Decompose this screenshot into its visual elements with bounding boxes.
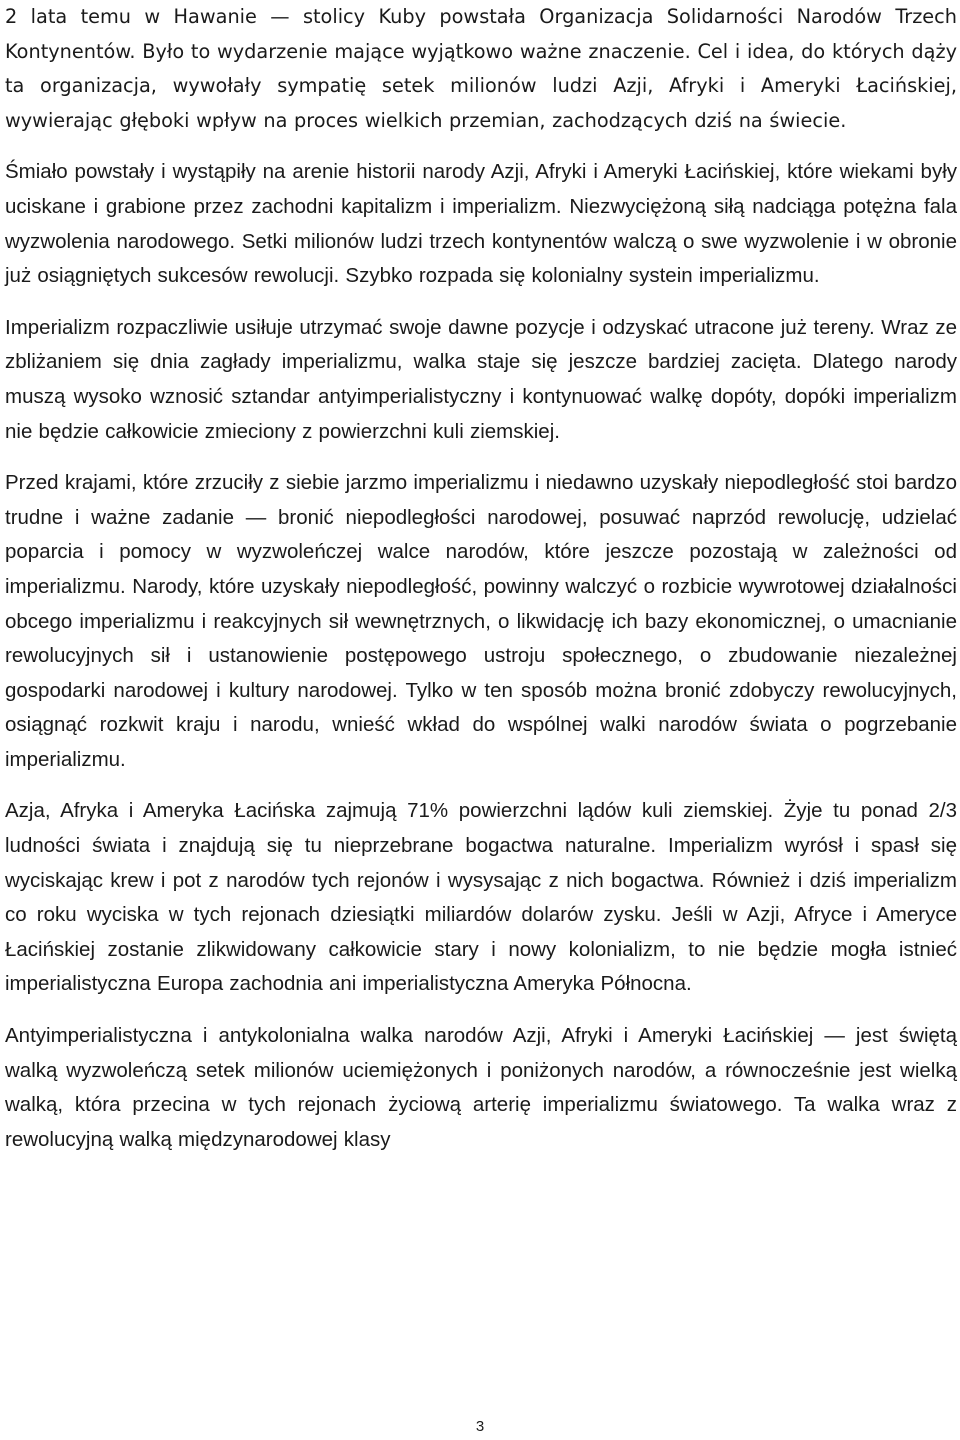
paragraph-5: Azja, Afryka i Ameryka Łacińska zajmują 71% powierzchni lądów kuli ziemskiej. Żyje tu ponad 2/3 ludności świata i znajdują się tu nieprzebrane bogactwa naturalne. Imperializm wyrósł i spasł się wyciskając krew i pot z narodów tych rejonów i wysysając z nich bogactwa. Również i dziś imperializm co roku wyciska w tych rejonach dziesiątki miliardów dolarów zysku. Jeśli w Azji, Afryce i Ameryce Łacińskiej zostanie zlikwidowany całkowicie stary i nowy kolonializm, to nie będzie mogła istnieć imperialistyczna Europa zachodnia ani imperialistyczna Ameryka Północna.: [5, 799, 957, 996]
paragraph-1: 2 lata temu w Hawanie — stolicy Kuby powstała Organizacja Solidarności Narodów Trzech Kontynentów. Było to wydarzenie mające wyjątkowo ważne znaczenie. Cel i idea, do których dąży ta organizacja, wywołały sympatię setek milionów ludzi Azji, Afryki i Ameryki Łacińskiej, wywierając głęboki wpływ na proces wielkich przemian, zachodzących dziś na świecie.: [5, 5, 957, 132]
paragraph-6: Antyimperialistyczna i antykolonialna walka narodów Azji, Afryki i Ameryki Łacińskiej — jest świętą walką wyzwoleńczą setek milionów uciemiężonych i poniżonych narodów, a równocześnie jest wielką walką, która przecina w tych rejonach życiową arterię imperializmu światowego. Ta walka wraz z rewolucyjną walką międzynarodowej klasy: [5, 1024, 957, 1151]
paragraph-3: Imperializm rozpaczliwie usiłuje utrzymać swoje dawne pozycje i odzyskać utracone już tereny. Wraz ze zbliżaniem się dnia zagłady imperializmu, walka staje się jeszcze bardziej zacięta. Dlatego narody muszą wysoko wznosić sztandar antyimperialistyczny i kontynuować walkę dopóty, dopóki imperializm nie będzie całkowicie zmieciony z powierzchni kuli ziemskiej.: [5, 315, 957, 443]
paragraph-2: Śmiało powstały i wystąpiły na arenie historii narody Azji, Afryki i Ameryki Łacińskiej, które wiekami były uciskane i grabione przez zachodni kapitalizm i imperializm. Niezwyciężoną siłą nadciąga potężna fala wyzwolenia narodowego. Setki milionów ludzi trzech kontynentów walczą o swe wyzwolenie i w obronie już osiągniętych sukcesów rewolucji. Szybko rozpada się kolonialny systein imperializmu.: [5, 160, 957, 288]
paragraph-4: Przed krajami, które zrzuciły z siebie jarzmo imperializmu i niedawno uzyskały niepodległość stoi bardzo trudne i ważne zadanie — bronić niepodległości narodowej, posuwać naprzód rewolucję, udzielać poparcia i pomocy w wyzwoleńczej walce narodów, które jeszcze pozostają w zależności od imperializmu. Narody, które uzyskały niepodległość, powinny walczyć o rozbicie wywrotowej działalności obcego imperializmu i reakcyjnych sił wewnętrznych, o likwidację ich bazy ekonomicznej, o umacnianie rewolucyjnych sił i ustanowienie postępowego ustroju społecznego, o zbudowanie niezależnej gospodarki narodowej i kultury narodowej. Tylko w ten sposób można bronić zdobyczy rewolucyjnych, osiągnąć rozkwit kraju i narodu, wnieść wkład do wspólnej walki narodów świata o pogrzebanie imperializmu.: [5, 471, 957, 771]
document-page: [5, 0, 957, 1157]
page-number: 3: [475, 1418, 485, 1435]
